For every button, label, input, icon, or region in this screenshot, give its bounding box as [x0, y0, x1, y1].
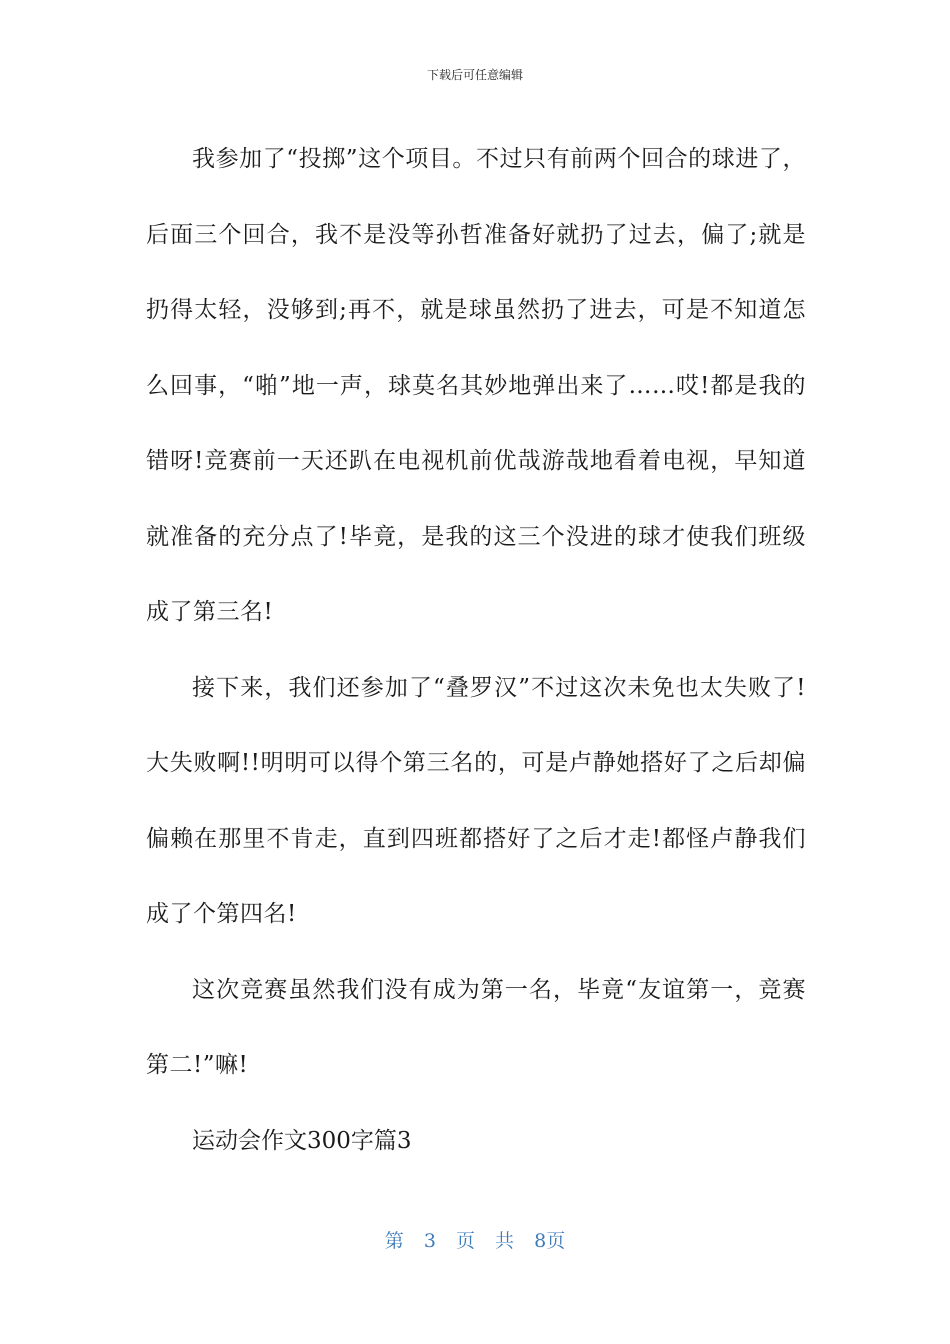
section-heading: 运动会作文300字篇3	[192, 1127, 412, 1154]
paragraph-pyramid: 接下来，我们还参加了“叠罗汉”不过这次未免也太失败了!大失败啊!!明明可以得个第三名的，可是卢静她搭好了之后却偏偏赖在那里不肯走，直到四班都搭好了之后才走!都怪卢静我们成了个第四名!	[146, 674, 806, 927]
paragraph-conclusion: 这次竞赛虽然我们没有成为第一名，毕竟“友谊第一，竞赛第二!”嘛!	[146, 976, 806, 1078]
paragraph-throwing: 我参加了“投掷”这个项目。不过只有前两个回合的球进了，后面三个回合，我不是没等孙哲准备好就扔了过去，偏了;就是扔得太轻，没够到;再不，就是球虽然扔了进去，可是不知道怎么回事，“啪”地一声，球莫名其妙地弹出来了……哎!都是我的错呀!竞赛前一天还趴在电视机前优哉游哉地看着电视，早知道就准备的充分点了!毕竟，是我的这三个没进的球才使我们班级成了第三名!	[146, 146, 806, 625]
footer-current-page: 3	[423, 1230, 436, 1252]
page-footer	[0, 1226, 950, 1253]
footer-total-pages: 8页	[534, 1230, 566, 1252]
footer-label-total: 共	[495, 1230, 515, 1252]
footer-label-page-unit: 页	[455, 1230, 475, 1252]
page-header: 下载后可任意编辑	[426, 68, 523, 82]
footer-label-page: 第	[384, 1230, 404, 1252]
document-body	[146, 122, 806, 1179]
